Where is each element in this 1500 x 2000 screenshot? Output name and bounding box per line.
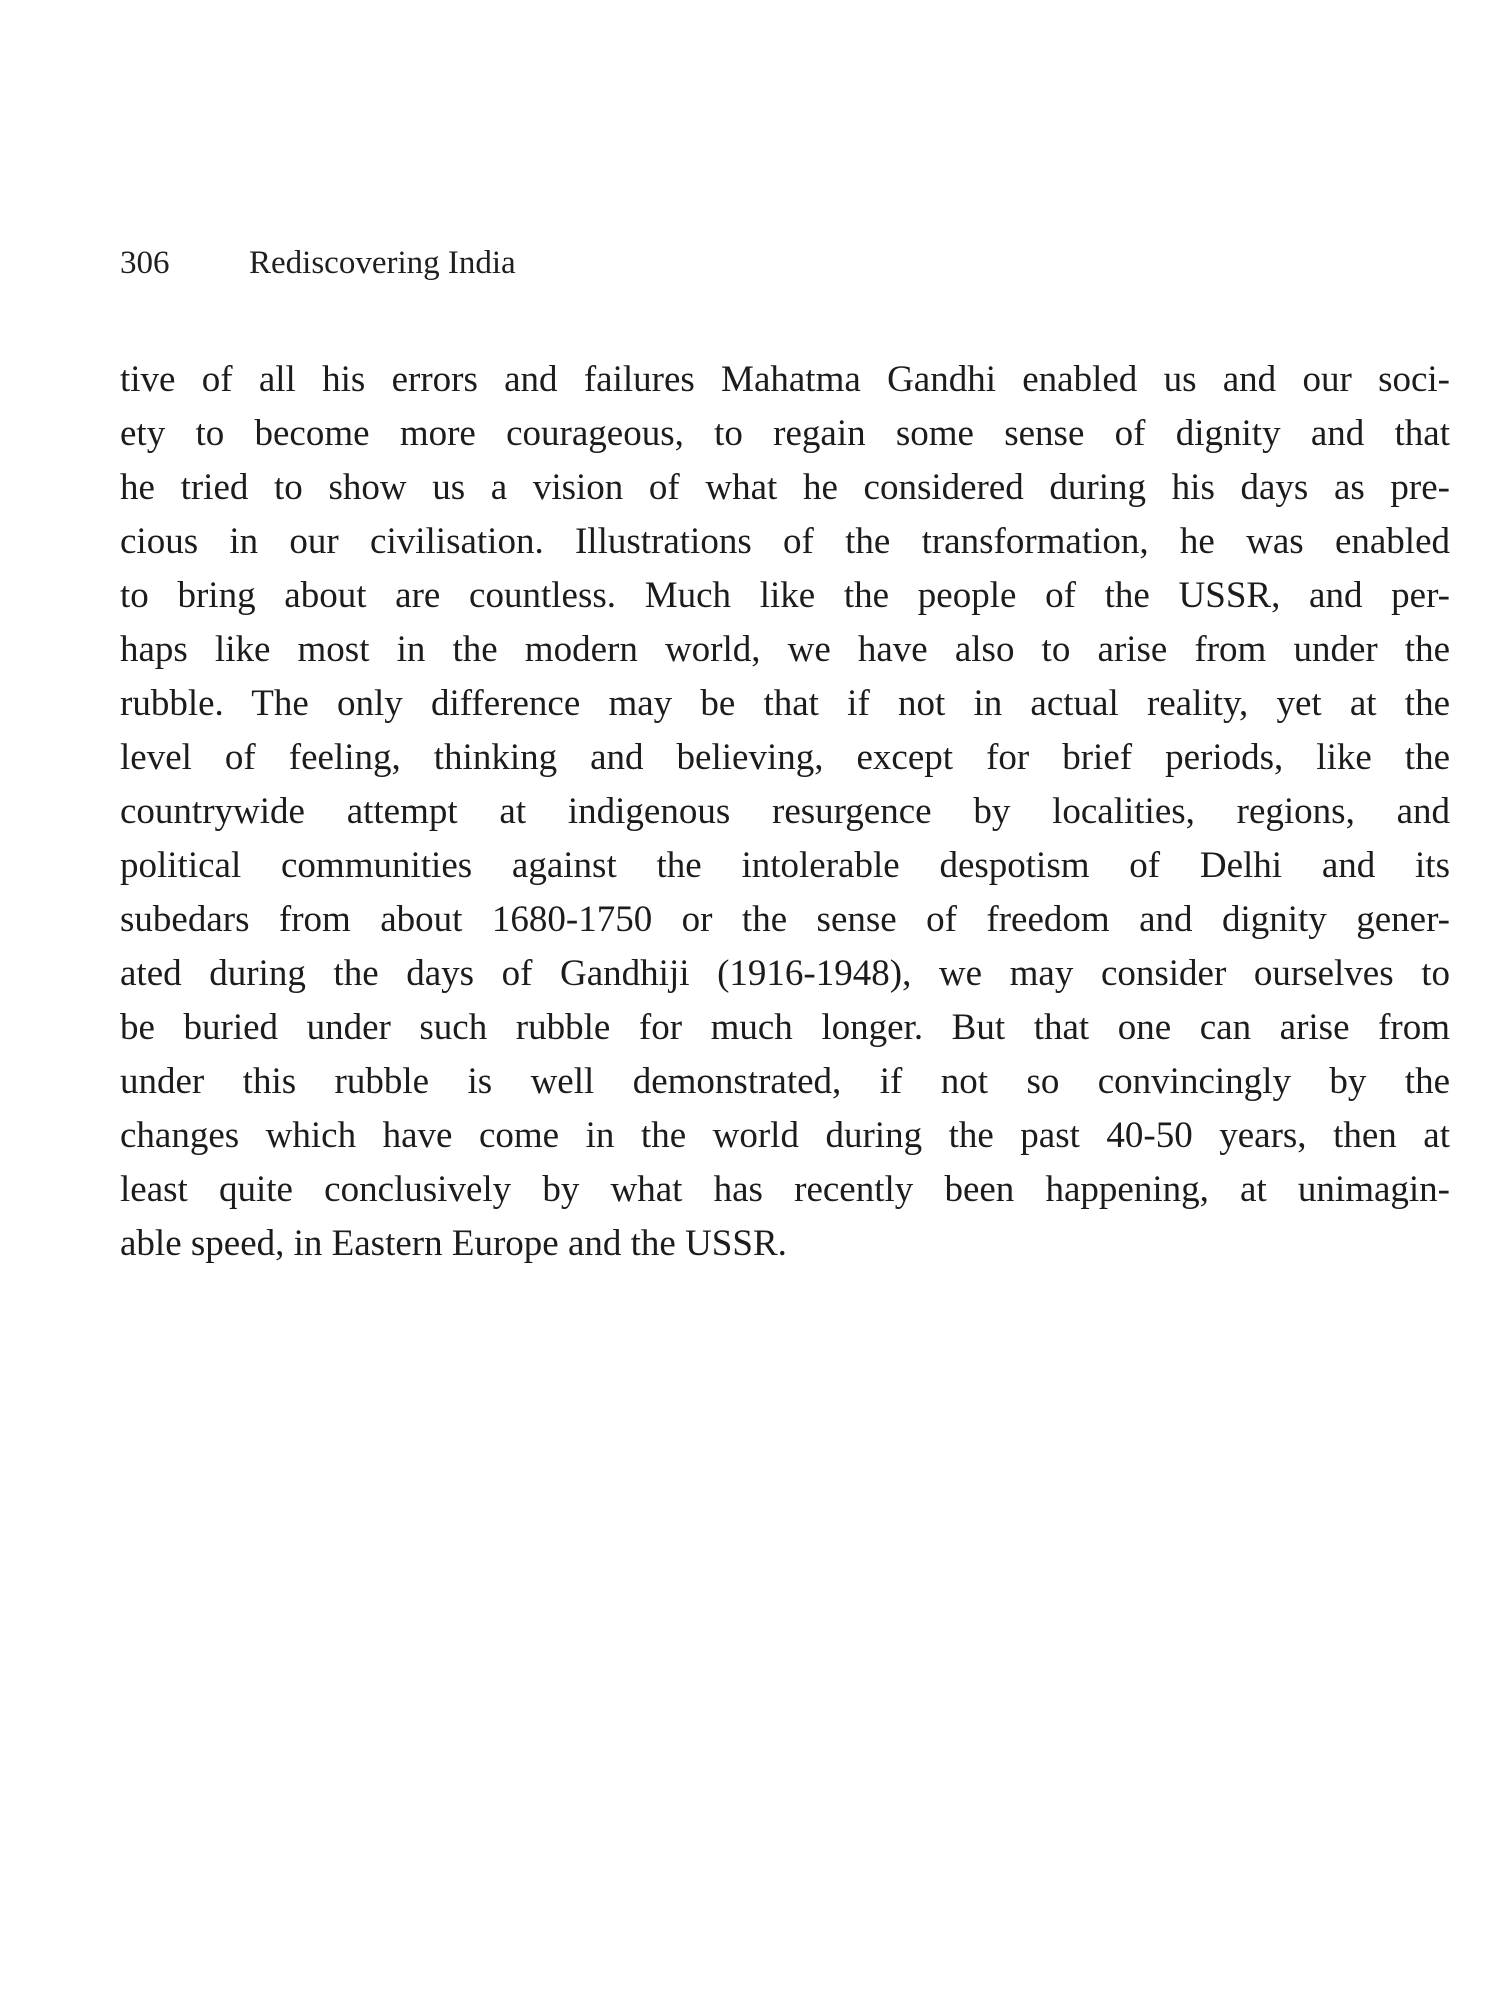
text-line: level of feeling, thinking and believing, except for brief periods, like the [120,737,1450,778]
text-line: be buried under such rubble for much longer. But that one can arise from [120,1007,1450,1048]
text-line: rubble. The only difference may be that if not in actual reality, yet at the [120,683,1450,724]
text-line: under this rubble is well demonstrated, if not so convincingly by the [120,1061,1450,1102]
text-line: he tried to show us a vision of what he considered during his days as pre- [120,467,1450,508]
text-line: subedars from about 1680-1750 or the sense of freedom and dignity gener- [120,899,1450,940]
text-line: political communities against the intolerable despotism of Delhi and its [120,845,1450,886]
text-line: able speed, in Eastern Europe and the USSR. [120,1223,787,1264]
text-line: tive of all his errors and failures Mahatma Gandhi enabled us and our soci- [120,359,1450,400]
text-line: ated during the days of Gandhiji (1916-1948), we may consider ourselves to [120,953,1450,994]
page-number: 306 [120,245,170,281]
text-line: cious in our civilisation. Illustrations of the transformation, he was enabled [120,521,1450,562]
text-line: least quite conclusively by what has recently been happening, at unimagin- [120,1169,1450,1210]
text-line: countrywide attempt at indigenous resurgence by localities, regions, and [120,791,1450,832]
text-line: to bring about are countless. Much like the people of the USSR, and per- [120,575,1450,616]
text-line: changes which have come in the world during the past 40-50 years, then at [120,1115,1450,1156]
text-line: haps like most in the modern world, we have also to arise from under the [120,629,1450,670]
book-title: Rediscovering India [249,245,516,281]
body-paragraph [120,353,1450,1271]
text-line: ety to become more courageous, to regain some sense of dignity and that [120,413,1450,454]
running-head [120,238,516,288]
